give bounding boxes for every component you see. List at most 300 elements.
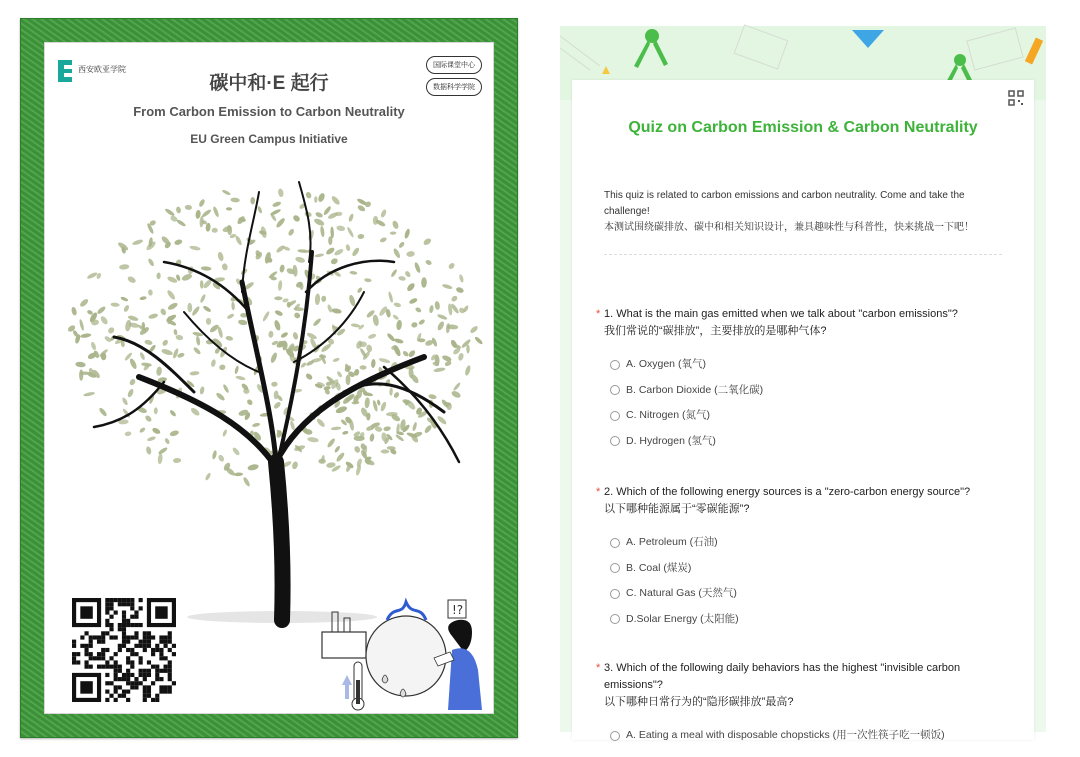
leaf-shape: [441, 354, 452, 362]
qr-module: [164, 640, 168, 644]
qr-module: [134, 677, 138, 681]
qr-module: [168, 631, 172, 635]
qr-module: [101, 652, 105, 656]
leaf-shape: [459, 274, 465, 283]
leaf-shape: [428, 394, 437, 400]
leaf-shape: [474, 336, 484, 345]
option-radio[interactable]: [610, 556, 1006, 582]
qr-module: [155, 648, 159, 652]
leaf-shape: [364, 200, 372, 208]
leaf-shape: [461, 338, 472, 349]
qr-module: [147, 635, 151, 639]
leaf-shape: [364, 397, 370, 408]
leaf-shape: [187, 303, 192, 313]
leaf-shape: [166, 289, 176, 301]
question-3-text-cn: 以下哪种日常行为的“隐形碳排放”最高?: [604, 696, 794, 708]
leaf-shape: [393, 391, 400, 399]
leaf-shape: [221, 189, 231, 196]
leaf-shape: [342, 430, 349, 435]
qr-code-share-icon[interactable]: [1008, 90, 1024, 106]
leaf-shape: [336, 370, 343, 378]
option-label: B. Coal (煤炭): [626, 561, 692, 574]
leaf-shape: [141, 362, 152, 367]
qr-module: [147, 660, 151, 664]
qr-module: [109, 694, 113, 698]
qr-module: [97, 652, 101, 656]
leaf-shape: [320, 226, 325, 238]
leaf-shape: [199, 386, 205, 395]
qr-module: [134, 635, 138, 639]
qr-module: [126, 619, 130, 623]
qr-module: [164, 635, 168, 639]
qr-module: [168, 685, 172, 689]
poster: [44, 42, 494, 714]
leaf-shape: [402, 350, 410, 357]
qr-module: [130, 606, 134, 610]
leaf-shape: [404, 228, 411, 239]
leaf-shape: [326, 437, 336, 448]
leaf-shape: [235, 375, 246, 381]
leaf-shape: [189, 371, 199, 376]
leaf-shape: [161, 348, 174, 356]
qr-module: [143, 631, 147, 635]
leaf-shape: [394, 338, 404, 345]
qr-module: [143, 685, 147, 689]
qr-module: [76, 652, 80, 656]
qr-module: [93, 656, 97, 660]
qr-module: [139, 669, 143, 673]
qr-module: [130, 652, 134, 656]
leaf-shape: [336, 225, 346, 232]
qr-module: [89, 635, 93, 639]
qr-module: [114, 677, 118, 681]
leaf-shape: [193, 346, 202, 355]
qr-module: [126, 669, 130, 673]
qr-module: [118, 665, 122, 669]
qr-module: [130, 615, 134, 619]
leaf-shape: [148, 289, 153, 296]
qr-module: [139, 660, 143, 664]
leaf-shape: [356, 287, 363, 294]
leaf-shape: [377, 399, 381, 406]
qr-module: [105, 602, 109, 606]
qr-module: [130, 665, 134, 669]
qr-module: [122, 598, 126, 602]
qr-module: [168, 665, 172, 669]
leaf-shape: [164, 437, 170, 444]
leaf-shape: [333, 248, 344, 257]
leaf-shape: [272, 201, 282, 208]
leaf-shape: [123, 304, 130, 313]
option-radio[interactable]: [610, 581, 1006, 607]
leaf-shape: [257, 206, 263, 214]
qr-module: [155, 673, 159, 677]
qr-code-icon[interactable]: [72, 598, 176, 702]
option-label: B. Carbon Dioxide (二氧化碳): [626, 383, 764, 396]
leaf-shape: [147, 258, 155, 267]
leaf-shape: [380, 209, 387, 218]
qr-module: [159, 656, 163, 660]
radio-circle-icon[interactable]: [610, 411, 620, 421]
qr-module: [143, 690, 147, 694]
qr-module: [126, 635, 130, 639]
option-radio[interactable]: [610, 378, 1006, 404]
qr-module: [143, 669, 147, 673]
leaf-shape: [79, 298, 90, 308]
option-label: D.Solar Energy (太阳能): [626, 612, 739, 625]
qr-module: [143, 677, 147, 681]
qr-module: [118, 602, 122, 606]
qr-module: [118, 694, 122, 698]
leaf-shape: [433, 367, 445, 373]
quiz-description-cn: 本测试围绕碳排放、碳中和相关知识设计，兼具趣味性与科普性，快来挑战一下吧！: [604, 222, 974, 233]
qr-module: [80, 644, 84, 648]
leaf-shape: [393, 302, 401, 308]
leaf-shape: [360, 365, 367, 370]
leaf-shape: [173, 329, 178, 336]
leaf-shape: [201, 266, 212, 271]
leaf-shape: [314, 196, 317, 203]
option-label: D. Hydrogen (氢气): [626, 434, 716, 447]
leaf-shape: [159, 308, 167, 317]
leaf-shape: [335, 451, 345, 462]
qr-module: [114, 685, 118, 689]
leaf-shape: [164, 208, 175, 217]
qr-module: [147, 685, 151, 689]
leaf-shape: [396, 320, 403, 331]
qr-module: [143, 648, 147, 652]
qr-module: [134, 681, 138, 685]
qr-module: [93, 635, 97, 639]
qr-module: [147, 640, 151, 644]
qr-module: [105, 623, 109, 627]
radio-circle-icon[interactable]: [610, 614, 620, 624]
leaf-shape: [231, 302, 235, 311]
qr-module: [105, 598, 109, 602]
qr-module: [114, 673, 118, 677]
leaf-shape: [404, 270, 411, 278]
leaf-shape: [127, 388, 135, 398]
leaf-shape: [195, 210, 201, 220]
leaf-shape: [379, 237, 387, 244]
leaf-shape: [145, 446, 152, 455]
qr-module: [155, 606, 167, 618]
leaf-shape: [234, 472, 243, 476]
option-label: A. Oxygen (氧气): [626, 358, 706, 371]
question-1-text-cn: 我们常说的“碳排放”，主要排放的是哪种气体?: [604, 325, 827, 337]
radio-circle-icon[interactable]: [610, 731, 620, 741]
qr-module: [139, 656, 143, 660]
leaf-shape: [98, 407, 108, 418]
radio-circle-icon[interactable]: [610, 563, 620, 573]
leaf-shape: [390, 231, 397, 235]
leaf-shape: [176, 219, 187, 228]
leaf-shape: [273, 401, 282, 410]
leaf-shape: [90, 341, 97, 351]
leaf-shape: [418, 318, 426, 325]
leaf-shape: [144, 339, 153, 346]
leaf-shape: [450, 295, 458, 303]
leaf-shape: [219, 364, 226, 371]
qr-module: [122, 619, 126, 623]
qr-module: [151, 635, 155, 639]
leaf-shape: [96, 305, 106, 315]
leaf-shape: [332, 357, 340, 363]
radio-circle-icon[interactable]: [610, 538, 620, 548]
leaf-shape: [199, 216, 204, 228]
poster-chinese-title: 碳中和·E 起行: [209, 73, 329, 94]
leaf-shape: [469, 325, 479, 334]
qr-module: [155, 669, 159, 673]
required-mark: *: [596, 308, 601, 320]
qr-module: [105, 631, 109, 635]
leaf-shape: [144, 414, 153, 422]
leaf-shape: [217, 454, 225, 463]
qr-module: [147, 673, 151, 677]
qr-module: [159, 652, 163, 656]
leaf-shape: [189, 245, 201, 251]
qr-module: [114, 610, 118, 614]
leaf-shape: [406, 282, 416, 293]
leaf-shape: [391, 220, 399, 230]
qr-module: [139, 606, 143, 610]
qr-module: [130, 648, 134, 652]
qr-module: [118, 623, 122, 627]
qr-module: [118, 677, 122, 681]
qr-module: [105, 673, 109, 677]
quiz-description-en: This quiz is related to carbon emissions and carbon neutrality. Come and take the challenge!: [604, 190, 965, 217]
option-radio[interactable]: [610, 723, 1006, 749]
qr-module: [118, 627, 122, 631]
leaf-shape: [231, 446, 240, 456]
qr-module: [159, 685, 163, 689]
qr-module: [122, 635, 126, 639]
option-radio[interactable]: [610, 429, 1006, 455]
qr-module: [84, 660, 88, 664]
qr-module: [134, 623, 138, 627]
leaf-shape: [202, 305, 212, 313]
qr-module: [126, 681, 130, 685]
qr-module: [122, 640, 126, 644]
qr-module: [84, 631, 88, 635]
qr-module: [155, 677, 159, 681]
leaf-shape: [175, 334, 183, 340]
leaf-shape: [270, 352, 279, 364]
qr-module: [105, 690, 109, 694]
qr-module: [134, 610, 138, 614]
climate-illustration: [302, 590, 492, 714]
qr-module: [126, 656, 130, 660]
qr-module: [168, 690, 172, 694]
qr-module: [97, 635, 101, 639]
leaf-shape: [195, 336, 200, 346]
qr-module: [72, 660, 76, 664]
leaf-shape: [357, 234, 364, 240]
qr-module: [84, 665, 88, 669]
qr-module: [139, 644, 143, 648]
leaf-shape: [334, 445, 341, 453]
leaf-shape: [412, 422, 418, 432]
qr-module: [151, 698, 155, 702]
required-mark: *: [596, 662, 601, 674]
qr-module: [89, 652, 93, 656]
qr-module: [89, 644, 93, 648]
leaf-shape: [407, 349, 416, 358]
qr-module: [109, 598, 113, 602]
qr-module: [164, 669, 168, 673]
leaf-shape: [331, 426, 342, 430]
qr-module: [84, 648, 88, 652]
leaf-shape: [151, 427, 161, 436]
qr-module: [84, 644, 88, 648]
qr-module: [105, 619, 109, 623]
qr-module: [105, 648, 109, 652]
leaf-shape: [212, 228, 218, 233]
leaf-shape: [262, 311, 271, 323]
leaf-shape: [270, 208, 282, 216]
leaf-shape: [148, 313, 159, 320]
qr-module: [126, 623, 130, 627]
leaf-shape: [86, 271, 98, 280]
leaf-shape: [147, 436, 157, 442]
leaf-shape: [423, 424, 432, 434]
leaf-shape: [305, 191, 313, 199]
qr-module: [130, 685, 134, 689]
leaf-shape: [129, 378, 137, 386]
qr-module: [109, 656, 113, 660]
leaf-shape: [190, 407, 201, 417]
qr-module: [101, 640, 105, 644]
qr-module: [109, 615, 113, 619]
qr-module: [105, 681, 109, 685]
university-name: 西安欧亚学院: [78, 65, 126, 74]
leaf-shape: [139, 352, 146, 361]
leaf-shape: [278, 280, 283, 291]
qr-module: [97, 656, 101, 660]
leaf-shape: [139, 427, 146, 434]
question-2-text-en: 2. Which of the following energy sources is a "zero-carbon energy source"?: [604, 486, 971, 498]
leaf-shape: [386, 332, 396, 342]
leaf-shape: [234, 235, 242, 246]
poster-frame: [20, 18, 518, 738]
poster-badge-1: 国际课堂中心: [426, 56, 482, 74]
leaf-shape: [127, 275, 137, 284]
leaf-shape: [274, 296, 282, 300]
leaf-shape: [161, 339, 169, 347]
qr-module: [168, 640, 172, 644]
poster-badge-2: 数据科学学院: [426, 78, 482, 96]
leaf-shape: [247, 463, 259, 471]
option-radio[interactable]: [610, 530, 1006, 556]
qr-module: [139, 598, 143, 602]
radio-circle-icon[interactable]: [610, 589, 620, 599]
qr-module: [159, 677, 163, 681]
leaf-shape: [392, 314, 399, 321]
poster-english-subtitle: EU Green Campus Initiative: [190, 132, 348, 146]
option-radio[interactable]: [610, 403, 1006, 429]
qr-module: [155, 665, 159, 669]
qr-module: [139, 673, 143, 677]
qr-module: [147, 694, 151, 698]
leaf-shape: [364, 278, 372, 283]
leaf-shape: [238, 319, 248, 326]
leaf-shape: [275, 217, 286, 229]
leaf-shape: [327, 304, 333, 313]
qr-module: [109, 627, 113, 631]
qr-module: [105, 698, 109, 702]
leaf-shape: [246, 398, 254, 406]
leaf-shape: [313, 217, 325, 227]
leaf-shape: [348, 213, 355, 222]
svg-text:!?: !?: [452, 603, 464, 617]
qr-module: [130, 623, 134, 627]
radio-circle-icon[interactable]: [610, 360, 620, 370]
option-radio[interactable]: [610, 607, 1006, 633]
leaf-shape: [185, 205, 193, 210]
qr-module: [118, 669, 122, 673]
qr-module: [143, 635, 147, 639]
qr-module: [155, 698, 159, 702]
qr-module: [164, 644, 168, 648]
leaf-shape: [434, 301, 440, 310]
leaf-shape: [351, 247, 360, 258]
leaf-shape: [408, 297, 418, 305]
leaf-shape: [367, 333, 376, 340]
leaf-shape: [305, 372, 314, 381]
leaf-shape: [222, 384, 230, 394]
leaf-shape: [318, 459, 325, 464]
qr-module: [168, 648, 172, 652]
leaf-shape: [157, 453, 163, 464]
qr-module: [101, 665, 105, 669]
qr-module: [159, 635, 163, 639]
leaf-shape: [448, 262, 456, 270]
leaf-shape: [422, 237, 432, 246]
leaf-shape: [154, 407, 158, 414]
leaf-shape: [381, 449, 390, 453]
qr-module: [72, 652, 76, 656]
leaf-shape: [346, 375, 351, 386]
qr-module: [72, 644, 76, 648]
qr-module: [97, 665, 101, 669]
question-2-text-cn: 以下哪种能源属于“零碳能源”?: [604, 503, 750, 515]
leaf-shape: [429, 305, 434, 314]
leaf-shape: [312, 317, 322, 327]
qr-module: [134, 644, 138, 648]
leaf-shape: [390, 269, 398, 278]
qr-module: [109, 602, 113, 606]
qr-module: [151, 652, 155, 656]
qr-module: [114, 598, 118, 602]
leaf-shape: [120, 296, 129, 302]
option-radio[interactable]: [610, 352, 1006, 378]
leaf-shape: [71, 306, 78, 316]
qr-module: [122, 610, 126, 614]
qr-module: [101, 635, 105, 639]
qr-module: [72, 656, 76, 660]
qr-module: [139, 640, 143, 644]
radio-circle-icon[interactable]: [610, 385, 620, 395]
leaf-shape: [411, 322, 418, 329]
leaf-shape: [274, 309, 283, 317]
qr-module: [164, 690, 168, 694]
qr-module: [105, 606, 109, 610]
leaf-shape: [212, 206, 220, 218]
qr-module: [130, 602, 134, 606]
leaf-shape: [204, 472, 211, 481]
radio-circle-icon[interactable]: [610, 436, 620, 446]
leaf-shape: [225, 335, 233, 341]
